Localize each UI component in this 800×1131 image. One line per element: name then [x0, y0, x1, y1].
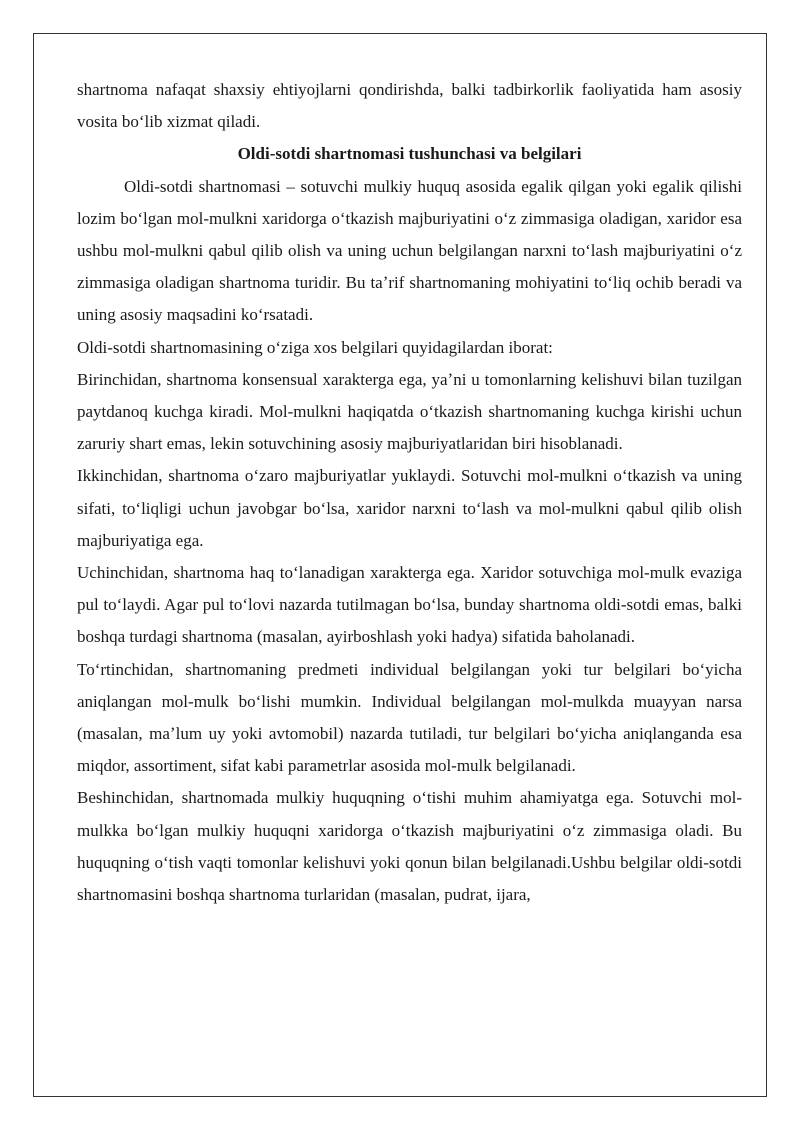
paragraph-definition: Oldi-sotdi shartnomasi – sotuvchi mulkiy huquq asosida egalik qilgan yoki egalik qilishi lozim boʻlgan mol-mulkni xaridorga oʻtkazish majburiyatini oʻz zimmasiga oladigan, xaridor esa ushbu mol-mulkni qabul qilib olish va uning uchun belgilangan narxni toʻlash majburiyatini oʻz zimmasiga oladigan shartnoma turidir. Bu taʼrif shartnomaning mohiyatini toʻliq ochib beradi va uning asosiy maqsadini koʻrsatadi.	[77, 176, 742, 325]
paragraph-features-intro: Oldi-sotdi shartnomasining oʻziga xos belgilari quyidagilardan iborat:	[77, 337, 553, 357]
paragraph-continuation: shartnoma nafaqat shaxsiy ehtiyojlarni qondirishda, balki tadbirkorlik faoliyatida ham asosiy vosita boʻlib xizmat qiladi.	[77, 80, 742, 132]
paragraph-third-feature: Uchinchidan, shartnoma haq toʻlanadigan xarakterga ega. Xaridor sotuvchiga mol-mulk evaziga pul toʻlaydi. Agar pul toʻlovi nazarda tutilmagan boʻlsa, bunday shartnoma oldi-sotdi emas, balki boshqa turdagi shartnoma (masalan, ayirboshlash yoki hadya) sifatida baholanadi.	[77, 563, 742, 647]
paragraph-first-feature: Birinchidan, shartnoma konsensual xarakterga ega, yaʼni u tomonlarning kelishuvi bilan tuzilgan paytdanoq kuchga kiradi. Mol-mulkni haqiqatda oʻtkazish shartnomaning kuchga kirishi uchun zaruriy shart emas, lekin sotuvchining asosiy majburiyatlaridan biri hisoblanadi.	[77, 369, 742, 454]
document-body	[77, 74, 742, 911]
section-heading: Oldi-sotdi shartnomasi tushunchasi va belgilari	[237, 144, 582, 164]
paragraph-fifth-feature: Beshinchidan, shartnomada mulkiy huquqning oʻtishi muhim ahamiyatga ega. Sotuvchi mol-mulkka boʻlgan mulkiy huquqni xaridorga oʻtkazish majburiyatini oʻz zimmasiga oladi. Bu huquqning oʻtish vaqti tomonlar kelishuvi yoki qonun bilan belgilanadi.Ushbu belgilar oldi-sotdi shartnomasini boshqa shartnoma turlaridan (masalan, pudrat, ijara,	[77, 788, 742, 905]
paragraph-fourth-feature: Toʻrtinchidan, shartnomaning predmeti individual belgilangan yoki tur belgilari boʻyicha aniqlangan mol-mulk boʻlishi mumkin. Individual belgilangan mol-mulkda muayyan narsa (masalan, maʼlum uy yoki avtomobil) nazarda tutiladi, tur belgilari boʻyicha aniqlanganda esa miqdor, assortiment, sifat kabi parametrlar asosida mol-mulk belgilanadi.	[77, 659, 742, 776]
paragraph-second-feature: Ikkinchidan, shartnoma oʻzaro majburiyatlar yuklaydi. Sotuvchi mol-mulkni oʻtkazish va uning sifati, toʻliqligi uchun javobgar boʻlsa, xaridor narxni toʻlash va mol-mulkni qabul qilib olish majburiyatiga ega.	[77, 466, 742, 550]
